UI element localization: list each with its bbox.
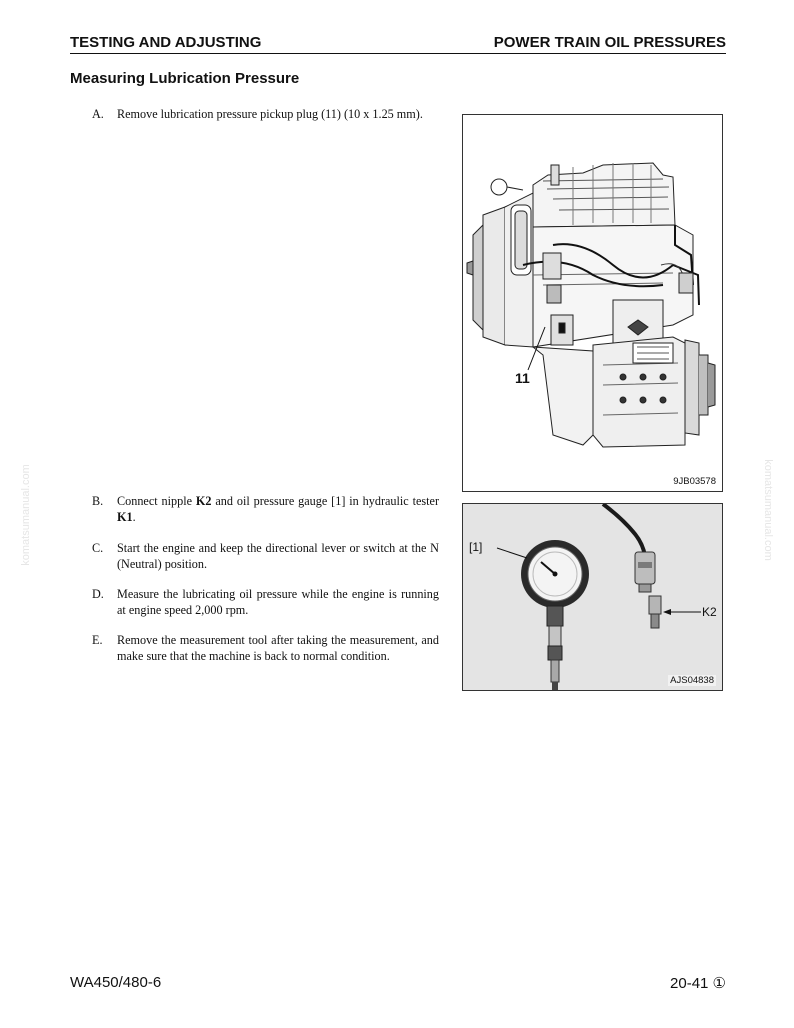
step-text-run: and oil pressure gauge [1] in hydraulic tester xyxy=(211,494,439,508)
footer-model: WA450/480-6 xyxy=(70,974,162,991)
step-text-run: Measure the lubricating oil pressure while the engine is running at engine speed 2,000 rpm. xyxy=(117,587,439,617)
step-label: B. xyxy=(92,494,104,508)
callout-11: 11 xyxy=(515,370,530,386)
step-text-run: Start the engine and keep the directional lever or switch at the N (Neutral) position. xyxy=(117,541,439,571)
step-label: D. xyxy=(92,587,104,601)
gauge-photo xyxy=(463,504,722,690)
header-section: TESTING AND ADJUSTING xyxy=(70,34,262,51)
step-a xyxy=(92,106,439,122)
section-title: Measuring Lubrication Pressure xyxy=(70,70,300,87)
step-text xyxy=(117,632,439,664)
step-e xyxy=(92,632,439,664)
step-text xyxy=(117,106,439,122)
step-text-run: Remove lubrication pressure pickup plug (11) (10 x 1.25 mm). xyxy=(117,107,423,121)
step-text-run: . xyxy=(132,510,136,524)
step-label: C. xyxy=(92,541,104,555)
page-header xyxy=(70,33,726,54)
gauge-figure xyxy=(462,503,723,691)
figure-code: 9JB03578 xyxy=(673,476,716,487)
step-text xyxy=(117,493,439,525)
step-text xyxy=(117,586,439,618)
callout-k2: K2 xyxy=(702,605,717,619)
transmission-figure xyxy=(462,114,723,492)
step-text-run: Remove the measurement tool after taking the measurement, and make sure that the machine is back to normal condition. xyxy=(117,633,439,663)
transmission-drawing xyxy=(463,115,722,491)
step-label: E. xyxy=(92,633,103,647)
step-text-bold: K1 xyxy=(117,510,133,524)
figure-code: AJS04838 xyxy=(670,675,714,686)
watermark-right: komatsumanual.com xyxy=(762,459,774,561)
step-c xyxy=(92,540,439,572)
header-topic: POWER TRAIN OIL PRESSURES xyxy=(493,34,726,51)
step-b xyxy=(92,493,439,525)
callout-gauge: [1] xyxy=(469,540,483,554)
step-text-bold: K2 xyxy=(195,494,212,508)
footer-page-number: 20-41 ① xyxy=(670,975,726,992)
step-label: A. xyxy=(92,107,104,121)
step-text-run: Connect nipple xyxy=(117,494,196,508)
step-d xyxy=(92,586,439,618)
watermark-left: komatsumanual.com xyxy=(20,464,32,566)
step-text xyxy=(117,540,439,572)
